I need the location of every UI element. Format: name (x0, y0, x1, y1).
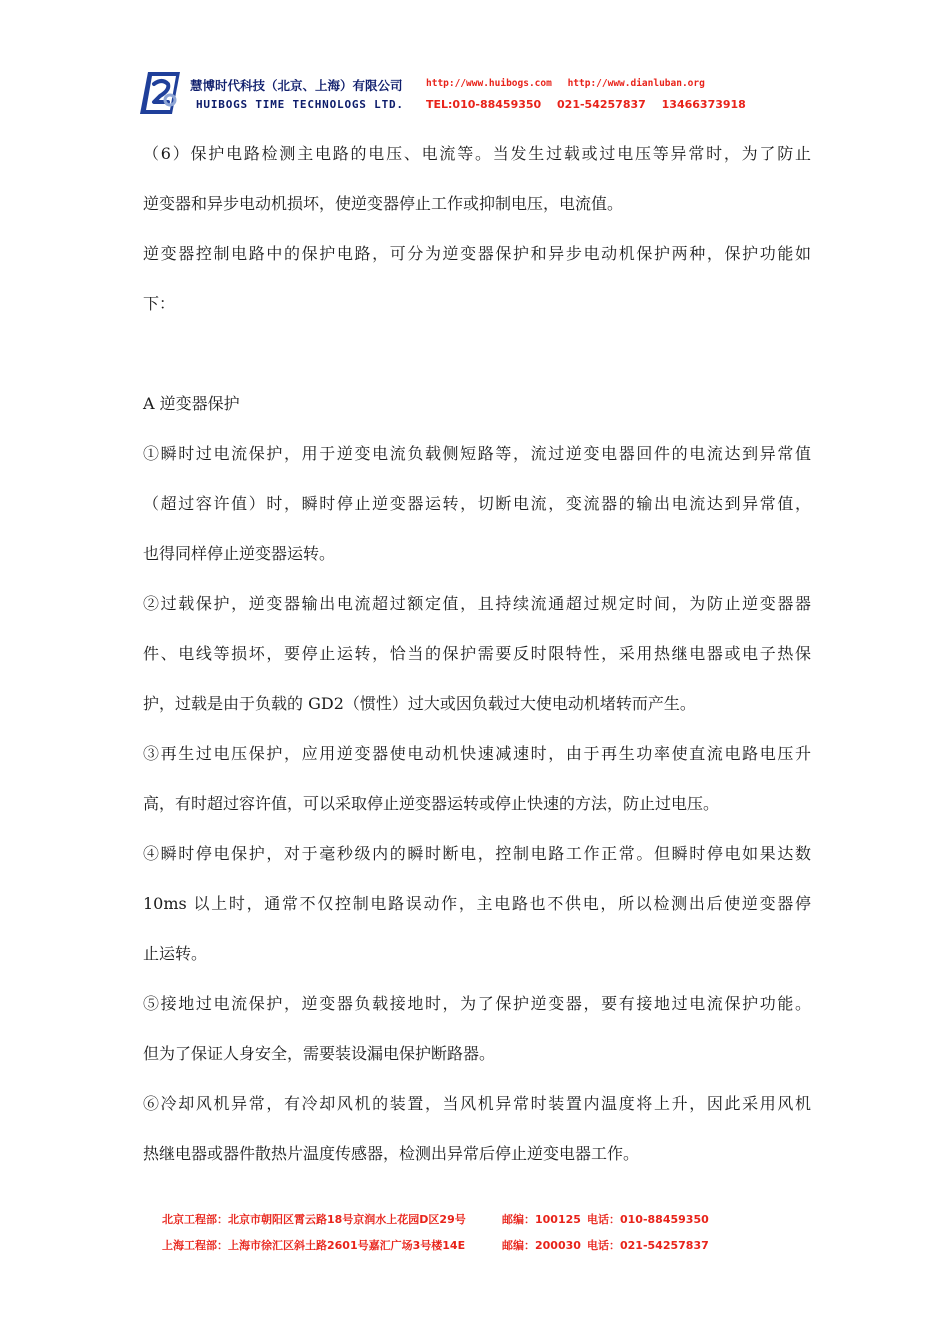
company-name-en: HUIBOGS TIME TECHNOLOGS LTD. (196, 98, 404, 111)
paragraph-line: ④瞬时停电保护，对于毫秒级内的瞬时断电，控制电路工作正常。但瞬时停电如果达数 (143, 844, 811, 863)
paragraph-line: 热继电器或器件散热片温度传感器，检测出异常后停止逆变电器工作。 (143, 1144, 640, 1163)
header-phones (426, 98, 758, 111)
beijing-address: 北京工程部：北京市朝阳区霄云路18号京润水上花园D区29号 (162, 1213, 466, 1226)
paragraph-line: 逆变器和异步电动机损坏，使逆变器停止工作或抑制电压，电流值。 (143, 194, 624, 213)
paragraph-line: 下： (143, 294, 176, 313)
shanghai-zip: 邮编：200030 (502, 1239, 581, 1252)
footer-row-shanghai (162, 1237, 782, 1263)
footer-contacts (162, 1211, 782, 1263)
section-heading: A 逆变器保护 (143, 394, 240, 413)
paragraph-line: 高，有时超过容许值，可以采取停止逆变器运转或停止快速的方法，防止过电压。 (143, 794, 720, 813)
paragraph-line: ⑥冷却风机异常，有冷却风机的装置，当风机异常时装置内温度将上升，因此采用风机 (143, 1094, 811, 1113)
paragraph-line: （6）保护电路检测主电路的电压、电流等。当发生过载或过电压等异常时，为了防止 (143, 144, 811, 163)
body-text (143, 129, 811, 1179)
paragraph-line: 护，过载是由于负载的 GD2（惯性）过大或因负载过大使电动机堵转而产生。 (143, 694, 696, 713)
paragraph-line: ①瞬时过电流保护，用于逆变电流负载侧短路等，流过逆变电器回件的电流达到异常值 (143, 444, 811, 463)
beijing-tel: 电话：010-88459350 (587, 1213, 709, 1226)
paragraph-line: ②过载保护，逆变器输出电流超过额定值，且持续流通超过规定时间，为防止逆变器器 (143, 594, 811, 613)
website-link-huibogs[interactable]: http://www.huibogs.com (426, 78, 552, 89)
company-name-cn: 慧博时代科技（北京、上海）有限公司 (190, 78, 403, 93)
paragraph-line: 逆变器控制电路中的保护电路，可分为逆变器保护和异步电动机保护两种，保护功能如 (143, 244, 811, 263)
company-logo-icon (140, 70, 184, 116)
phone-shanghai: 021-54257837 (557, 98, 646, 111)
paragraph-line: 也得同样停止逆变器运转。 (143, 544, 336, 563)
footer-row-beijing (162, 1211, 782, 1237)
header-urls (426, 78, 715, 89)
shanghai-address: 上海工程部：上海市徐汇区斜土路2601号嘉汇广场3号楼14E (162, 1239, 466, 1252)
website-link-dianluban[interactable]: http://www.dianluban.org (567, 78, 705, 89)
phone-tel: TEL:010-88459350 (426, 98, 542, 111)
paragraph-line: 止运转。 (143, 944, 208, 963)
beijing-zip: 邮编：100125 (502, 1213, 581, 1226)
paragraph-line: 但为了保证人身安全，需要装设漏电保护断路器。 (143, 1044, 496, 1063)
paragraph-gap (143, 329, 811, 379)
shanghai-tel: 电话：021-54257837 (587, 1239, 709, 1252)
paragraph-line: ③再生过电压保护，应用逆变器使电动机快速减速时，由于再生功率使直流电路电压升 (143, 744, 811, 763)
paragraph-line: 10ms 以上时，通常不仅控制电路误动作，主电路也不供电，所以检测出后使逆变器停 (143, 894, 811, 913)
paragraph-line: ⑤接地过电流保护，逆变器负载接地时，为了保护逆变器，要有接地过电流保护功能。 (143, 994, 811, 1013)
phone-mobile: 13466373918 (661, 98, 746, 111)
letterhead (140, 66, 820, 120)
paragraph-line: 件、电线等损坏，要停止运转，恰当的保护需要反时限特性，采用热继电器或电子热保 (143, 644, 811, 663)
paragraph-line: （超过容许值）时，瞬时停止逆变器运转，切断电流，变流器的输出电流达到异常值， (143, 494, 811, 513)
